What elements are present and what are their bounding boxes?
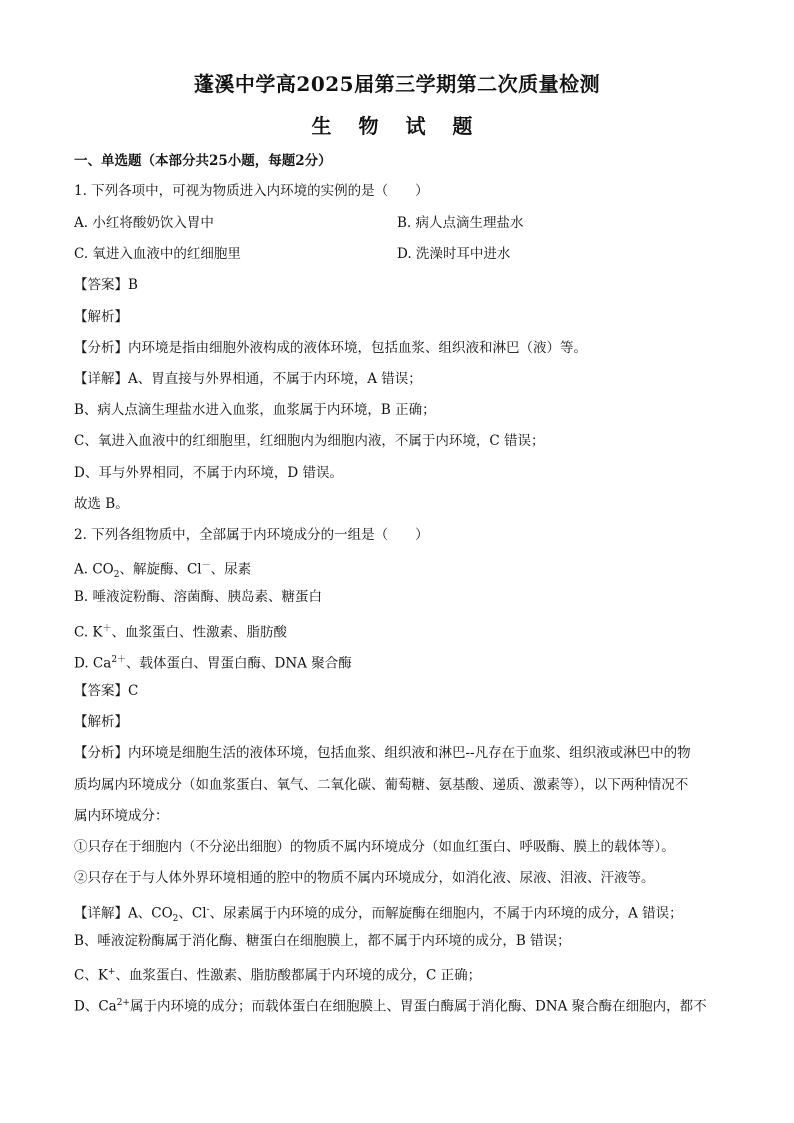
- q2-detail-a: 【详解】A、$CO_2$、Cl-、尿素属于内环境的成分，而解旋酶在细胞内，不属于内环境的成分，A 错误；: [74, 905, 683, 925]
- exam-title: 蓬溪中学高2025届第三学期第二次质量检测: [193, 72, 601, 96]
- q2-analysis-line-2: 质均属内环境成分（如血浆蛋白、氧气、二氧化碳、葡萄糖、氨基酸、递质、激素等），以下两种情况不: [74, 777, 689, 793]
- q2-detail-d: D、$Ca^{2+}$属于内环境的成分；而载体蛋白在细胞膜上、胃蛋白酶属于消化酶、DNA 聚合酶在细胞内，都不: [74, 998, 707, 1015]
- q2-stem: 2. 下列各组物质中，全部属于内环境成分的一组是（ ）: [74, 527, 429, 543]
- section-heading: 一、单选题（本部分共25小题，每题2分）: [74, 153, 332, 169]
- q2-option-c: C. K＋、血浆蛋白、性激素、脂肪酸: [74, 624, 288, 641]
- q2-detail-c: C、K+、血浆蛋白、性激素、脂肪酸都属于内环境的成分，C 正确；: [74, 967, 482, 984]
- subject-title: 生 物 试 题: [311, 114, 483, 138]
- q2-analysis-heading: 【解析】: [74, 714, 128, 730]
- q2-option-d: D. $Ca^{2+}$、载体蛋白、胃蛋白酶、DNA 聚合酶: [74, 655, 352, 672]
- q1-option-d: D. 洗澡时耳中进水: [397, 246, 511, 262]
- q2-analysis-line-1: 【分析】内环境是细胞生活的液体环境，包括血浆、组织液和淋巴--凡存在于血浆、组织液或淋巴中的物: [74, 745, 691, 761]
- q2-option-b: B. 唾液淀粉酶、溶菌酶、胰岛素、糖蛋白: [74, 589, 323, 605]
- q1-option-a: A. 小红将酸奶饮入胃中: [74, 215, 214, 231]
- q2-analysis-line-3: 属内环境成分：: [74, 808, 169, 824]
- q2-option-a: A. $CO_2$、解旋酶、Cl－、尿素: [74, 561, 252, 581]
- q1-conclusion: 故选 B。: [74, 496, 129, 512]
- q1-answer: 【答案】B: [74, 277, 138, 293]
- q1-detail-d: D、耳与外界相同，不属于内环境，D 错误。: [74, 465, 343, 481]
- q1-detail-b: B、病人点滴生理盐水进入血浆，血浆属于内环境，B 正确；: [74, 402, 436, 418]
- q1-option-b: B. 病人点滴生理盐水: [397, 215, 524, 231]
- q1-option-c: C. 氧进入血液中的红细胞里: [74, 246, 241, 262]
- q2-answer: 【答案】C: [74, 683, 139, 699]
- q2-detail-b: B、唾液淀粉酶属于消化酶、糖蛋白在细胞膜上，都不属于内环境的成分，B 错误；: [74, 933, 571, 949]
- q1-detail-a: 【详解】A、胃直接与外界相通，不属于内环境，A 错误；: [74, 371, 422, 387]
- q1-stem: 1. 下列各项中，可视为物质进入内环境的实例的是（ ）: [74, 183, 429, 199]
- q1-analysis-heading: 【解析】: [74, 309, 128, 325]
- q1-analysis: 【分析】内环境是指由细胞外液构成的液体环境，包括血浆、组织液和淋巴（液）等。: [74, 340, 587, 356]
- q2-point-2: ②只存在于与人体外界环境相通的腔中的物质不属内环境成分，如消化液、尿液、泪液、汗液等。: [74, 870, 655, 886]
- q2-point-1: ①只存在于细胞内（不分泌出细胞）的物质不属内环境成分（如血红蛋白、呼吸酶、膜上的载体等）。: [74, 839, 675, 855]
- q1-detail-c: C、氧进入血液中的红细胞里，红细胞内为细胞内液，不属于内环境，C 错误；: [74, 433, 545, 449]
